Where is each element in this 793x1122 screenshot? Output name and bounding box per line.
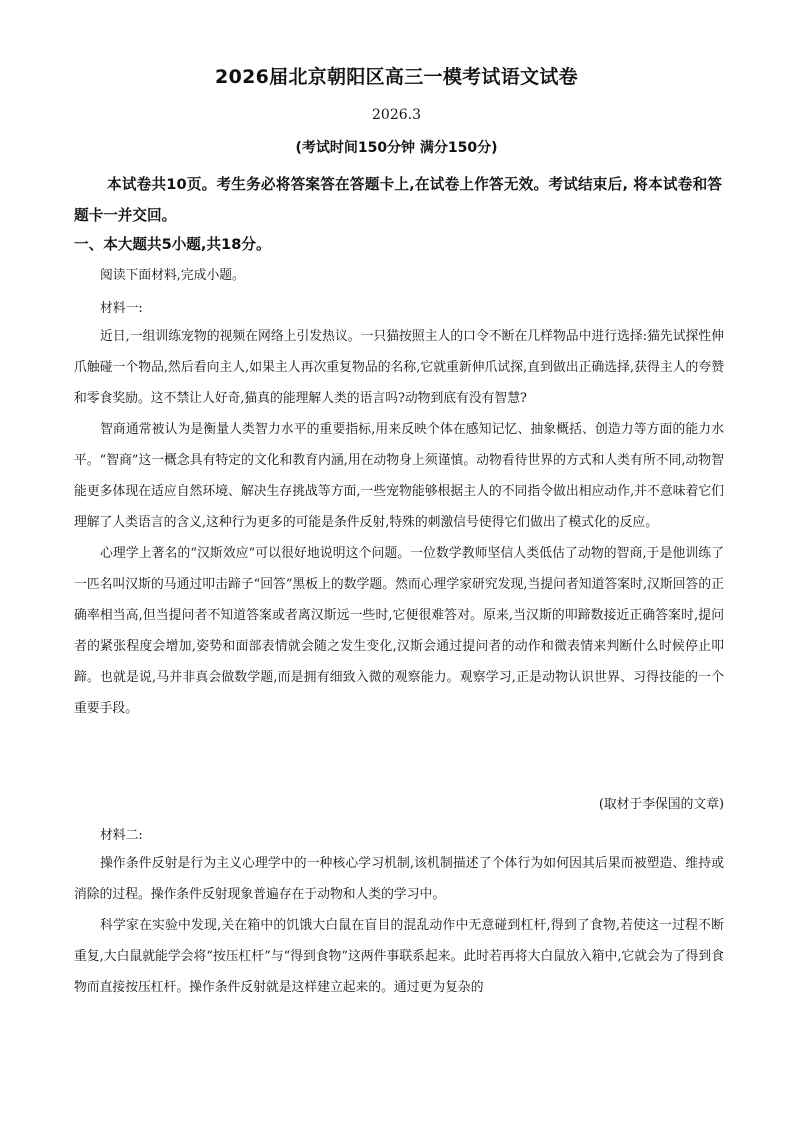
material-two-paragraph: 科学家在实验中发现,关在箱中的饥饿大白鼠在盲目的混乱动作中无意碰到杠杆,得到了食物,若使这一过程不断重复,大白鼠就能学会将“按压杠杆”与“得到食物”这两件事联系起来。此时若再将大白鼠放入箱中,它就会为了得到食物而直接按压杠杆。操作条件反射就是这样建立起来的。通过更为复杂的 [74, 918, 724, 995]
material-one-paragraph: 近日,一组训练宠物的视频在网络上引发热议。一只猫按照主人的口令不断在几样物品中进行选择:猫先试探性伸爪触碰一个物品,然后看向主人,如果主人再次重复物品的名称,它就重新伸爪试探,直到做出正确选择,获得主人的夸赞和零食奖励。这不禁让人好奇,猫真的能理解人类的语言吗?动物到底有没有智慧? [74, 329, 724, 406]
material-two-paragraph: 操作条件反射是行为主义心理学中的一种核心学习机制,该机制描述了个体行为如何因其后果而被塑造、维持或消除的过程。操作条件反射现象普遍存在于动物和人类的学习中。 [74, 856, 724, 902]
instruction-block [74, 260, 724, 291]
material-one-paragraph: 心理学上著名的“汉斯效应”可以很好地说明这个问题。一位数学教师坚信人类低估了动物的智商,于是他训练了一匹名叫汉斯的马通过叩击蹄子“回答”黑板上的数学题。然而心理学家研究发现,当提问者知道答案时,汉斯回答的正确率相当高,但当提问者不知道答案或者离汉斯远一些时,它便很难答对。原来,当汉斯的叩蹄数接近正确答案时,提问者的紧张程度会增加,姿势和面部表情就会随之发生变化,汉斯会通过提问者的动作和微表情来判断什么时候停止叩蹄。也就是说,马并非真会做数学题,而是拥有细致入微的观察能力。观察学习,正是动物认识世界、习得技能的一个重要手段。 [74, 546, 724, 716]
section-heading: 一、本大题共5小题,共18分。 [74, 236, 271, 253]
material-two-body [74, 848, 724, 1003]
material-two-label: 材料二: [100, 828, 143, 843]
exam-date: 2026.3 [372, 107, 421, 123]
material-one-body [74, 321, 724, 724]
reading-instruction: 阅读下面材料,完成小题。 [100, 268, 245, 283]
exam-title: 2026届北京朝阳区高三一模考试语文试卷 [215, 66, 578, 88]
material-one-source: (取材于李保国的文章) [598, 797, 724, 812]
material-one-label: 材料一: [100, 301, 143, 316]
material-one-paragraph: 智商通常被认为是衡量人类智力水平的重要指标,用来反映个体在感知记忆、抽象概括、创造力等方面的能力水平。“智商”这一概念具有特定的文化和教育内涵,用在动物身上须谨慎。动物看待世界的方式和人类有所不同,动物智能更多体现在适应自然环境、解决生存挑战等方面,一些宠物能够根据主人的不同指令做出相应动作,并不意味着它们理解了人类语言的含义,这种行为更多的可能是条件反射,特殊的刺激信号使得它们做出了模式化的反应。 [74, 422, 724, 530]
exam-timing: (考试时间150分钟 满分150分) [295, 140, 498, 156]
exam-notice: 本试卷共10页。考生务必将答案答在答题卡上,在试卷上作答无效。考试结束后, 将本试卷和答题卡一并交回。 [74, 176, 722, 224]
